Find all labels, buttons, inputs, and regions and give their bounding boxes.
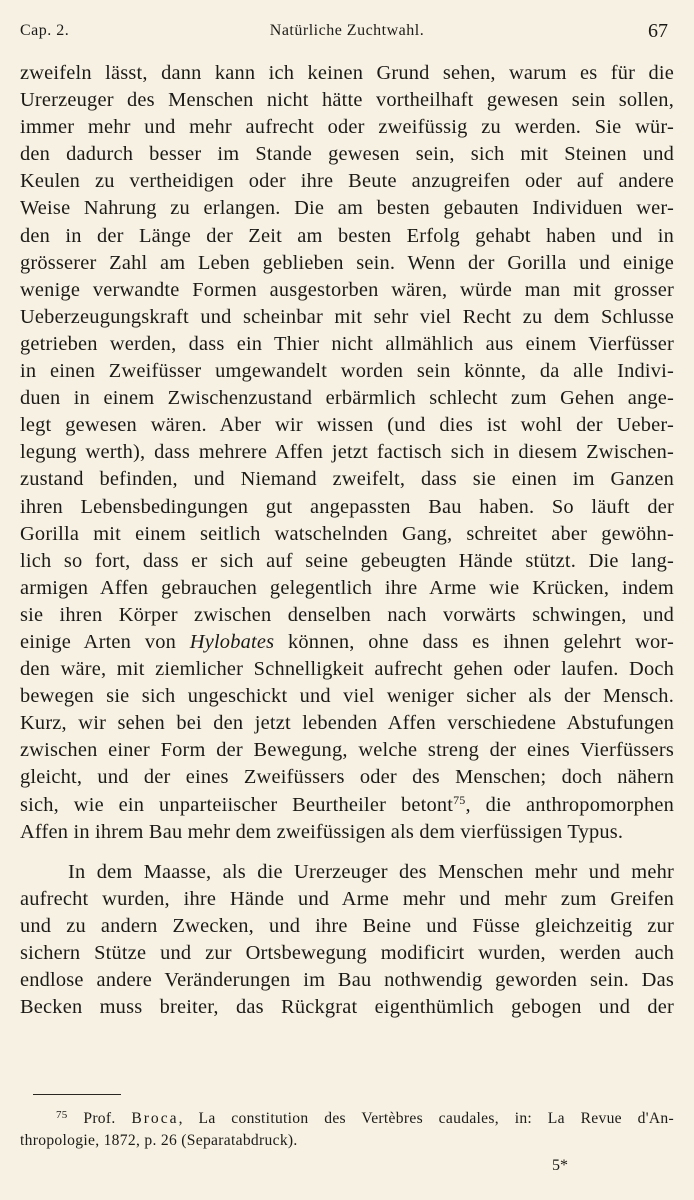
body-text (20, 60, 674, 1021)
text-line: gleicht, und der eines Zweifüssers oder des Menschen; doch nähern (20, 766, 674, 789)
footnote-author: Broca (131, 1110, 179, 1127)
text-line: Affen in ihrem Bau mehr dem zweifüssigen als dem vierfüssigen Typus. (20, 820, 624, 843)
text-fragment: , La constitution des Vertèbres caudales, in: La Revue d'An- (178, 1110, 674, 1127)
text-fragment: Prof. (67, 1110, 132, 1127)
paragraph-1 (20, 60, 674, 846)
footnote (20, 1108, 674, 1152)
page-number: 67 (648, 20, 668, 42)
text-line-with-italic (20, 629, 674, 656)
footnote-number: 75 (56, 1109, 68, 1121)
footnote-divider (33, 1094, 121, 1095)
footnote-reference[interactable]: 75 (453, 792, 466, 807)
text-line: lich so fort, dass er sich auf seine gebeugten Hände stützt. Die lang- (20, 549, 674, 572)
text-fragment: können, ohne dass es ihnen gelehrt wor- (274, 630, 674, 653)
footnote-line: thropologie, 1872, p. 26 (Separatabdruck). (20, 1132, 298, 1149)
text-line: armigen Affen gebrauchen gelegentlich ihre Arme wie Krücken, indem (20, 576, 674, 599)
text-line: Gorilla mit einem seitlich watschelnden Gang, schreitet aber gewöhn- (20, 522, 674, 545)
text-line: ihren Lebensbedingungen gut angepassten Bau haben. So läuft der (20, 495, 674, 518)
text-line: und zu andern Zwecken, und ihre Beine und Füsse gleichzeitig zur (20, 914, 674, 937)
chapter-label: Cap. 2. (20, 22, 70, 39)
text-fragment: einige Arten von (20, 630, 190, 653)
text-line: den dadurch besser im Stande gewesen sein, sich mit Steinen und (20, 143, 674, 166)
text-line: legung werth), dass mehrere Affen jetzt factisch sich in diesem Zwischen- (20, 441, 674, 464)
text-line: legt gewesen wären. Aber wir wissen (und dies ist wohl der Ueber- (20, 414, 674, 437)
signature-mark: 5* (552, 1157, 568, 1174)
running-title: Natürliche Zuchtwahl. (269, 22, 425, 39)
text-line: immer mehr und mehr aufrecht oder zweifüssig zu werden. Sie wür- (20, 116, 674, 139)
text-line: zustand befinden, und Niemand zweifelt, dass sie einen im Ganzen (20, 468, 674, 491)
text-line: sichern Stütze und zur Ortsbewegung modificirt wurden, werden auch (20, 942, 674, 964)
text-line: in einen Zweifüsser umgewandelt worden sein könnte, da alle Indivi- (20, 360, 674, 383)
text-line: Weise Nahrung zu erlangen. Die am besten gebauten Individuen wer- (20, 197, 674, 220)
text-line: getrieben werden, dass ein Thier nicht allmählich aus einem Vierfüsser (20, 332, 674, 355)
text-fragment: , die anthropomorphen (465, 793, 674, 816)
text-line: Becken muss breiter, das Rückgrat eigenthümlich gebogen und der (20, 996, 674, 1019)
text-line: wenige verwandte Formen ausgestorben wären, würde man mit grosser (20, 278, 674, 301)
text-line: duen in einem Zwischenzustand erbärmlich schlecht zum Gehen ange- (20, 387, 674, 410)
text-line: Urerzeuger des Menschen nicht hätte vortheilhaft gewesen sein sollen, (20, 89, 674, 112)
text-line: bewegen sie sich ungeschickt und viel weniger sicher als der Mensch. (20, 685, 674, 708)
italic-genus-name: Hylobates (189, 630, 275, 653)
text-line: Keulen zu vertheidigen oder ihre Beute anzugreifen oder auf andere (20, 170, 674, 193)
text-line: In dem Maasse, als die Urerzeuger des Menschen mehr und mehr (68, 860, 674, 883)
running-header (20, 20, 674, 46)
text-line: grösserer Zahl am Leben geblieben sein. Wenn der Gorilla und einige (20, 251, 674, 274)
text-line: Ueberzeugungskraft und scheinbar mit sehr viel Recht zu dem Schlusse (20, 305, 674, 328)
paragraph-2 (20, 859, 674, 1022)
text-line: den wäre, mit ziemlicher Schnelligkeit aufrecht gehen oder laufen. Doch (20, 658, 674, 681)
text-line: endlose andere Veränderungen im Bau nothwendig geworden sein. Das (20, 969, 674, 992)
text-line: aufrecht wurden, ihre Hände und Arme mehr und mehr zum Greifen (20, 887, 674, 910)
text-fragment: sich, wie ein unparteiischer Beurtheiler betont (20, 793, 454, 816)
text-line: den in der Länge der Zeit am besten Erfolg gehabt haben und in (20, 224, 674, 247)
text-line: zwischen einer Form der Bewegung, welche streng der eines Vierfüssers (20, 739, 674, 762)
text-line: zweifeln lässt, dann kann ich keinen Grund sehen, warum es für die (20, 62, 674, 84)
text-line-with-footnote-ref (20, 792, 674, 819)
text-line: Kurz, wir sehen bei den jetzt lebenden Affen verschiedene Abstufungen (20, 712, 674, 735)
text-line: sie ihren Körper zwischen denselben nach vorwärts schwingen, und (20, 603, 674, 626)
footnote-line (20, 1108, 674, 1130)
